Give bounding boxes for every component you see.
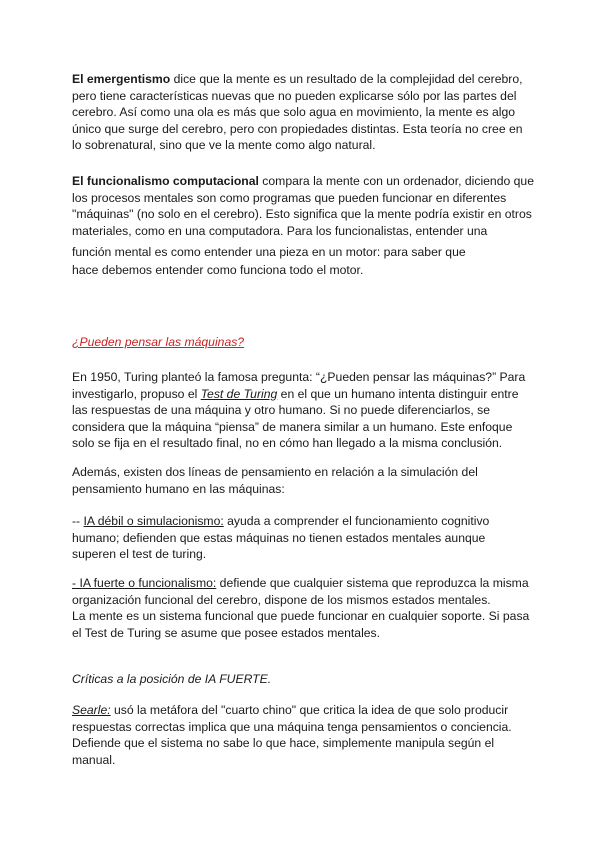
paragraph-lineas: Además, existen dos líneas de pensamiento en relación a la simulación del pensamiento humano en las máquinas: [72,465,478,496]
criticas-heading: Críticas a la posición de IA FUERTE. [72,672,272,686]
paragraph-funcionalismo-computacional [72,173,534,239]
paragraph-text: en el que un humano intenta distinguir entre las respuestas de una máquina y otro humano. Si no puede diferenciarlos, se considera que la máquina “piensa” de manera similar a un humano. Este enfoque solo se fija en el resultado final, no en cómo han llegado a la misma conclusión. [72,386,519,450]
paragraph-emergentismo [72,71,534,154]
paragraph-turing [72,369,534,452]
paragraph-text: usó la metáfora del "cuarto chino" que critica la idea de que solo producir respuestas correctas implica que una máquina tenga pensamientos o conciencia. Defiende que el sistema no sabe lo que hace, simplemente manipula según el manual. [72,703,512,767]
term-emergentismo: El emergentismo [72,72,171,86]
paragraph-continuation [72,244,492,279]
paragraph-text: En 1950, Turing planteó la famosa pregunta: “¿Pueden pensar las máquinas?” Para investigarlo, propuso el [72,370,526,401]
paragraph-text: función mental es como entender una pieza en un motor: para saber que hace debemos entender como funciona todo el motor. [72,245,466,277]
paragraph-ia-fuerte [72,575,534,608]
paragraph-searle [72,702,534,768]
paragraph-text: dice que la mente es un resultado de la complejidad del cerebro, pero tiene características nuevas que no pueden explicarse sólo por las partes del cerebro. Así como una ola es más que solo agua en movimiento, la mente es algo único que surge del cerebro, pero con propiedades distintas. Esta teoría no cree en lo sobrenatural, sino que ve la mente como algo natural. [72,72,523,152]
term-searle: Searle: [72,703,111,717]
paragraph-text: compara la mente con un ordenador, diciendo que los procesos mentales son como programas que pueden funcionar en diferentes "máquinas" (no solo en el cerebro). Esto significa que la mente podría existir en otros materiales, como en una computadora. Para los funcionalistas, entender una [72,174,534,238]
test-de-turing-link[interactable]: Test de Turing [200,386,278,401]
prefix-dashes: -- [72,514,84,528]
paragraph-mente-sistema [72,608,536,641]
paragraph-text: ayuda a comprender el funcionamiento cognitivo humano; defienden que estas máquinas no tienen estados mentales aunque superen el test de turing. [72,514,490,561]
term-funcionalismo-computacional: El funcionalismo computacional [72,174,259,188]
term-ia-fuerte: - IA fuerte o funcionalismo: [72,576,217,590]
term-ia-debil: IA débil o simulacionismo: [83,514,224,528]
section-heading: ¿Pueden pensar las máquinas? [72,335,245,349]
paragraph-text: defiende que cualquier sistema que reproduzca la misma organización funcional del cerebro, dispone de los mismos estados mentales. [72,576,529,607]
paragraph-text: La mente es un sistema funcional que puede funcionar en cualquier soporte. Si pasa el Test de Turing se asume que posee estados mentales. [72,609,530,640]
paragraph-ia-debil [72,513,522,563]
